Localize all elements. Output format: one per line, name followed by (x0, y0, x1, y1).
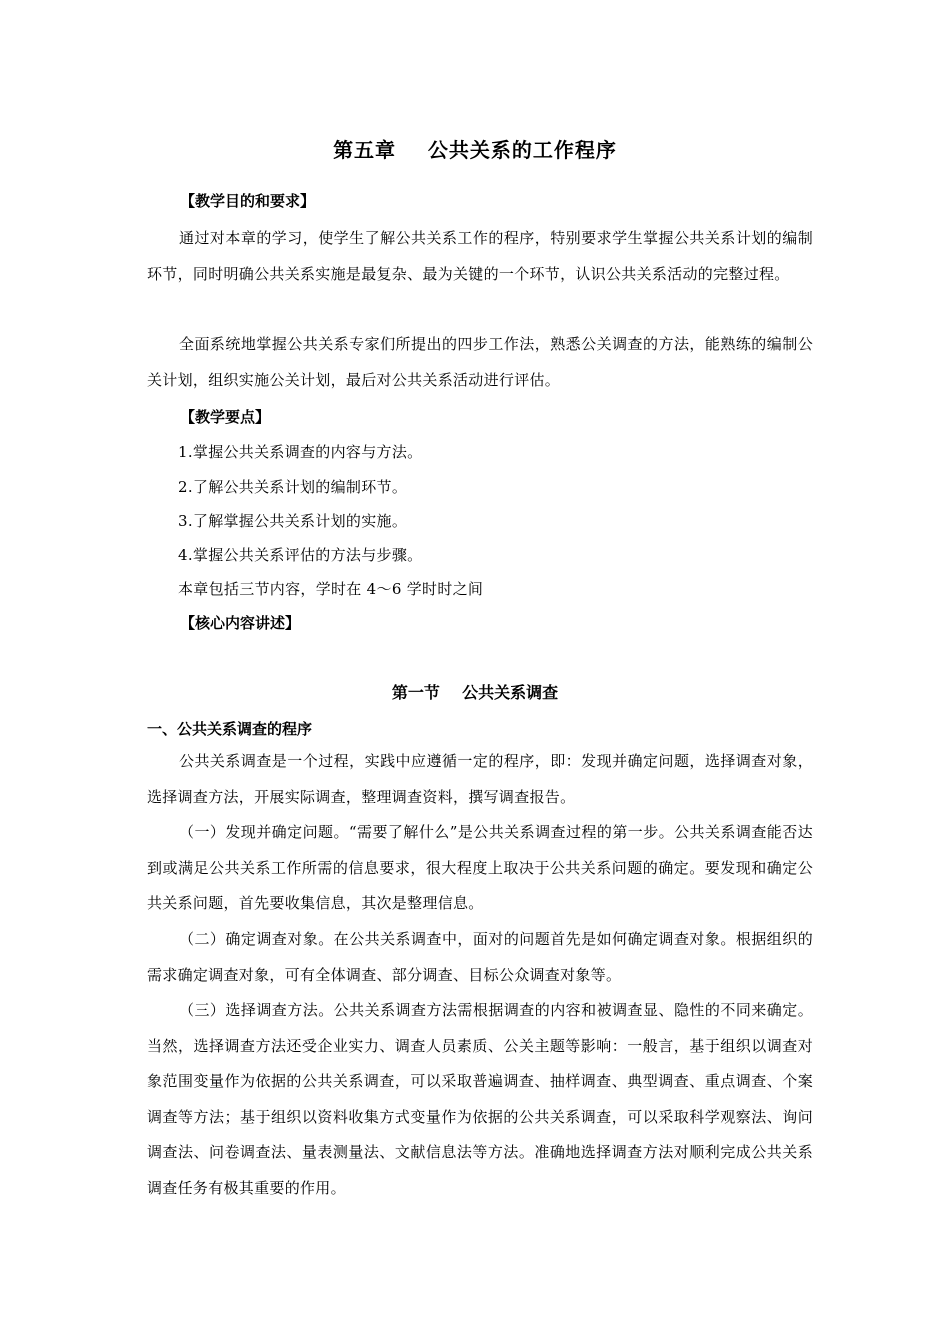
key-point-item: 2.了解公共关系计划的编制环节。 (178, 478, 408, 496)
section-paragraph: 公共关系调查是一个过程，实践中应遵循一定的程序，即：发现并确定问题，选择调查对象，选择调查方法，开展实际调查，整理调查资料，撰写调查报告。 (147, 752, 813, 806)
section-paragraph: （三）选择调查方法。公共关系调查方法需根据调查的内容和被调查显、隐性的不同来确定。当然，选择调查方法还受企业实力、调查人员素质、公关主题等影响：一般言，基于组织以调查对象范围变量作为依据的公共关系调查，可以采取普遍调查、抽样调查、典型调查、重点调查、个案调查等方法；基于组织以资料收集方式变量作为依据的公共关系调查，可以采取科学观察法、询问调查法、问卷调查法、量表测量法、文献信息法等方法。准确地选择调查方法对顺利完成公共关系调查任务有极其重要的作用。 (147, 1001, 813, 1197)
section-paragraph: （二）确定调查对象。在公共关系调查中，面对的问题首先是如何确定调查对象。根据组织的需求确定调查对象，可有全体调查、部分调查、目标公众调查对象等。 (147, 930, 813, 984)
key-point-item: 4.掌握公共关系评估的方法与步骤。 (178, 546, 423, 564)
key-point-item: 1.掌握公共关系调查的内容与方法。 (178, 443, 423, 461)
core-content-heading: 【核心内容讲述】 (180, 614, 301, 632)
objectives-paragraph: 全面系统地掌握公共关系专家们所提出的四步工作法，熟悉公关调查的方法，能熟练的编制公关计划，组织实施公关计划，最后对公共关系活动进行评估。 (147, 335, 813, 389)
section-paragraph: （一）发现并确定问题。“需要了解什么”是公共关系调查过程的第一步。公共关系调查能否达到或满足公共关系工作所需的信息要求，很大程度上取决于公共关系问题的确定。要发现和确定公共关系问题，首先要收集信息，其次是整理信息。 (147, 823, 813, 912)
section-title: 第一节 公共关系调查 (391, 683, 559, 702)
key-points-heading: 【教学要点】 (180, 408, 271, 426)
objectives-heading: 【教学目的和要求】 (180, 192, 316, 210)
chapter-hours-note: 本章包括三节内容，学时在 4～6 学时时之间 (178, 580, 484, 598)
section-subheading: 一、公共关系调查的程序 (147, 720, 313, 738)
chapter-title: 第五章 公共关系的工作程序 (333, 138, 617, 162)
key-point-item: 3.了解掌握公共关系计划的实施。 (178, 512, 408, 530)
objectives-paragraph: 通过对本章的学习，使学生了解公共关系工作的程序，特别要求学生掌握公共关系计划的编制环节，同时明确公共关系实施是最复杂、最为关键的一个环节，认识公共关系活动的完整过程。 (147, 229, 813, 283)
